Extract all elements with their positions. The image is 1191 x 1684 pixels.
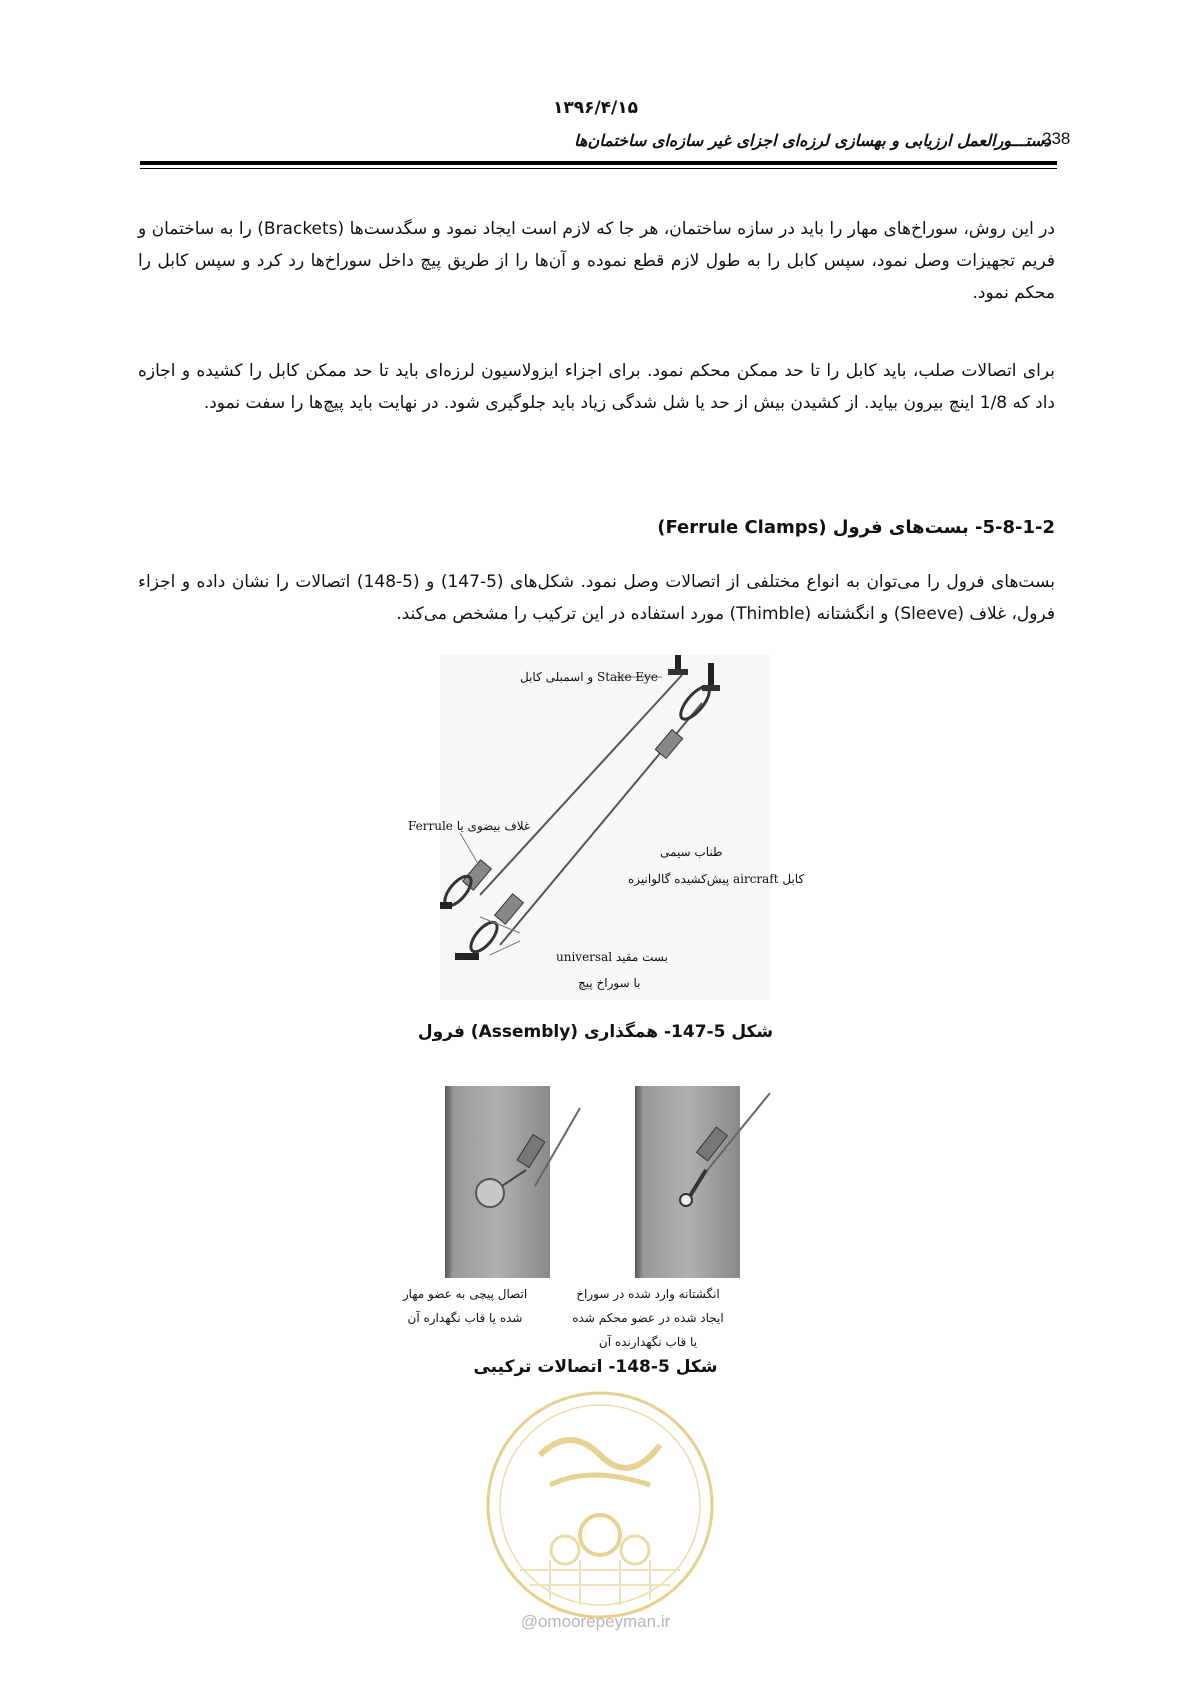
label-bolt-hole: با سوراخ پيچ xyxy=(578,976,641,990)
header-rule-thin xyxy=(140,168,1057,169)
label-thimble-connection xyxy=(558,1282,738,1354)
paragraph-2: براى اتصالات صلب، بايد كابل را تا حد ممكن محكم نمود. براى اجزاء ايزولاسيون لرزه‌اى بايد تا حد ممكن كابل را كشيده و اجازه داد كه 1/8 اينچ بيرون بيايد. از كشيدن بيش از حد يا شل شدگى زياد بايد جلوگيرى شود. در نهايت بايد پيچ‌ها را سفت نمود. xyxy=(138,361,1055,413)
label-ferrule: غلاف بيضوى يا Ferrule xyxy=(408,819,531,833)
plate-right xyxy=(635,1086,740,1278)
paragraph-1: در اين روش، سوراخ‌هاى مهار را بايد در سازه ساختمان، هر جا كه لازم است ايجاد نمود و سگدست‌ها (Brackets) را به ساختمان و فريم تجهيزات وصل نمود، سپس كابل را به طول لازم قطع نموده و آن‌ها را از طريق پيچ داخل سوراخ‌ها رد كرد و سپس كابل را محكم نمود. xyxy=(138,219,1056,303)
label-bolted-connection xyxy=(380,1282,550,1330)
header-title: دستـــورالعمل ارزيابى و بهسازى لرزه‌اى اجزاى غير سازه‌اى ساختمان‌ها xyxy=(574,131,1051,150)
paragraph-3: بست‌هاى فرول را مى‌توان به انواع مختلفى از اتصالات وصل نمود. شكل‌هاى (5-147) و (5-148) اتصالات را نشان داده و اجزاء فرول، غلاف (Sleeve) و انگشتانه (Thimble) مورد استفاده در اين تركيب را مشخص مى‌كند. xyxy=(138,572,1056,624)
label-aircraft-cable: كابل aircraft پيش‌كشيده گالوانيزه xyxy=(628,872,805,886)
page-number: 238 xyxy=(1042,129,1071,148)
figure-148-caption: شكل 5-148- اتصالات تركيبى xyxy=(473,1357,718,1377)
header-rule-thick xyxy=(140,161,1057,165)
label-thimble-line-2: ايجاد شده در عضو محكم شده xyxy=(572,1311,724,1325)
bolt-head-left xyxy=(476,1179,504,1207)
figure-147-caption: شكل 5-147- همگذارى (Assembly) فرول xyxy=(417,1022,774,1042)
label-thimble-line-3: يا قاب نگهدارنده آن xyxy=(598,1335,698,1349)
combined-connections-figure xyxy=(440,1078,790,1278)
thimble-right xyxy=(680,1194,692,1206)
header-date: ۱۳۹۶/۴/۱۵ xyxy=(552,98,639,118)
label-stake-eye: Stake Eye و اسمبلى كابل xyxy=(520,670,658,684)
watermark-stamp-logo xyxy=(480,1385,720,1625)
label-universal-clamp: بست مقيد universal xyxy=(556,950,668,964)
label-bolted-line-1: اتصال پيچى به عضو مهار xyxy=(402,1287,528,1301)
label-wire-rope: طناب سيمى xyxy=(660,845,723,859)
label-bolted-line-2: شده يا قاب نگهداره آن xyxy=(407,1311,523,1325)
section-heading: 5-8-1-2- بست‌هاى فرول (Ferrule Clamps) xyxy=(657,517,1055,538)
label-thimble-line-1: انگشتانه وارد شده در سوراخ xyxy=(576,1287,720,1301)
watermark-text: @omoorepeyman.ir xyxy=(520,1612,671,1631)
